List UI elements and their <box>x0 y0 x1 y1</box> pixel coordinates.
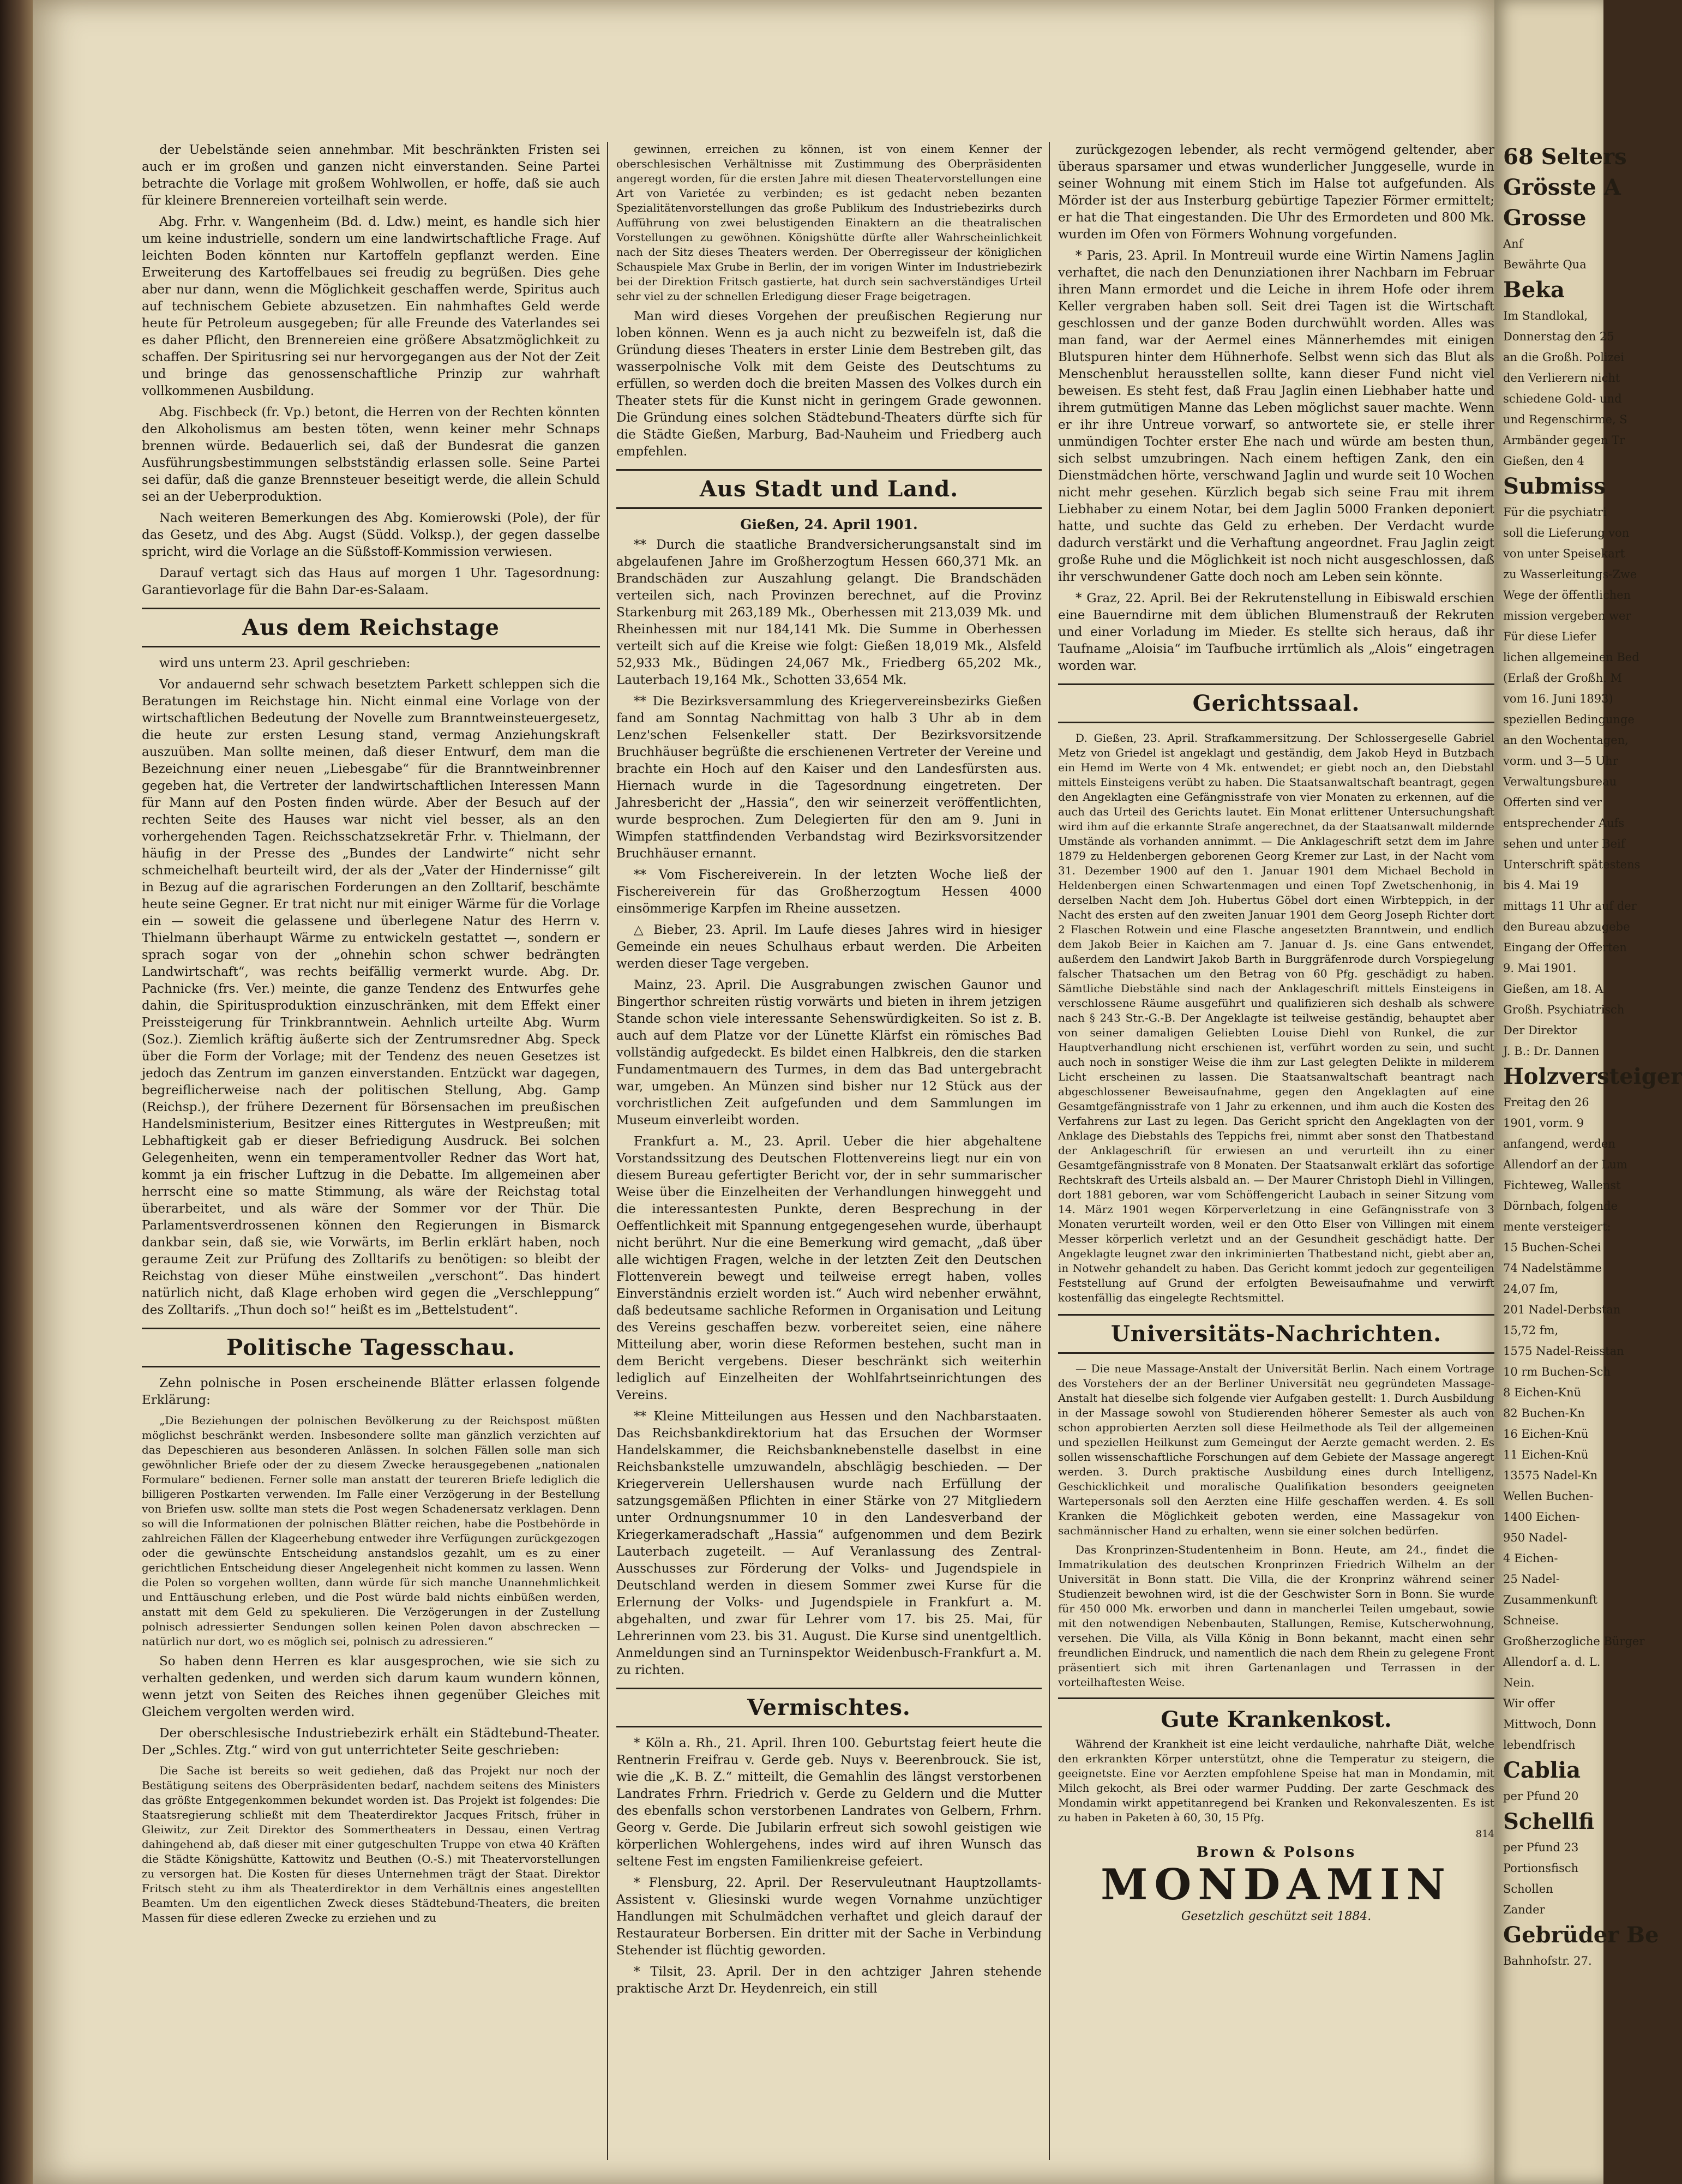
ad-logo: MONDAMIN <box>1101 1860 1452 1910</box>
article-paragraph: Abg. Fischbeck (fr. Vp.) betont, die Herren von der Rechten könnten den Alkoholismus am besten töten, wenn keiner mehr Schnaps brennen würde. Bedauerlich sei, daß der Bundesrat die ganzen Ausführungsbestimmungen selbstständig erlassen solle. Seine Partei sei dafür, daß die ganze Brennsteuer beseitigt werde, die allein Schuld sei an der Ueberproduktion. <box>142 405 600 504</box>
adjacent-page-line: von unter Speisekart <box>1503 547 1625 560</box>
adjacent-page-line: lebendfrisch <box>1503 1738 1576 1751</box>
adjacent-page-text <box>1503 142 1682 1971</box>
adjacent-page-line: den Bureau abzugebe <box>1503 920 1630 933</box>
article-paragraph: der Uebelstände seien annehmbar. Mit beschränkten Fristen sei auch er im großen und ganzen nicht einverstanden. Seine Partei betrachte die Vorlage mit großem Wohlwollen, er hoffe, daß sie auch für kleinere Brennereien vorteilhaft sein werde. <box>142 143 600 208</box>
adjacent-page-line: Zander <box>1503 1903 1545 1916</box>
adjacent-page-line: 25 Nadel- <box>1503 1573 1560 1586</box>
adjacent-page-line: Schollen <box>1503 1882 1553 1895</box>
adjacent-page-line: an die Großh. Polizei <box>1503 351 1624 364</box>
adjacent-page-line: per Pfund 20 <box>1503 1790 1579 1803</box>
adjacent-page-line: vorm. und 3—5 Uhr <box>1503 754 1618 767</box>
section-heading-politische-tagesschau: Politische Tagesschau. <box>142 1328 600 1367</box>
adjacent-page-line: Großh. Psychiatrisch <box>1503 1003 1625 1016</box>
adjacent-page-line: 15 Buchen-Schei <box>1503 1241 1601 1254</box>
adjacent-page-line: Eingang der Offerten <box>1503 941 1627 954</box>
adjacent-page-line: 10 rm Buchen-Sch <box>1503 1365 1611 1378</box>
adjacent-page-line: 950 Nadel- <box>1503 1531 1567 1544</box>
article-paragraph: zurückgezogen lebender, als recht vermögend geltender, aber überaus sparsamer und etwas wunderlicher Junggeselle, wurde in seiner Wohnung mit einem Stich im Halse tot aufgefunden. Als Mörder ist der aus Insterburg gebürtige Tapezier Förmer ermittelt; er hat die That eingestanden. Die Uhr des Ermordeten und 800 Mk. wurden im Ofen von Förmers Wohnung vorgefunden. <box>1058 143 1494 242</box>
adjacent-page-line: 1575 Nadel-Reisstan <box>1503 1345 1624 1358</box>
article-paragraph: wird uns unterm 23. April geschrieben: <box>159 656 411 670</box>
section-heading-reichstag: Aus dem Reichstage <box>142 608 600 647</box>
adjacent-page-line: 82 Buchen-Kn <box>1503 1407 1585 1420</box>
adjacent-page-line: Anf <box>1503 237 1523 250</box>
adjacent-page-line: mente versteigert: <box>1503 1220 1611 1233</box>
adjacent-page-line: schiedene Gold- und <box>1503 392 1622 405</box>
adjacent-page-line: 9. Mai 1901. <box>1503 962 1577 975</box>
adjacent-page-line: mission vergeben wer <box>1503 609 1631 622</box>
adjacent-page-line: vom 16. Juni 1893) <box>1503 692 1613 705</box>
adjacent-page-line: und Regenschirme, S <box>1503 413 1627 426</box>
adjacent-page-line: Der Direktor <box>1503 1024 1577 1037</box>
adjacent-page-line: soll die Lieferung von <box>1503 526 1630 539</box>
article-paragraph: △ Bieber, 23. April. Im Laufe dieses Jahres wird in hiesiger Gemeinde ein neues Schulhaus erbaut werden. Die Arbeiten werden dieser Tage vergeben. <box>616 923 1042 971</box>
adjacent-page-line: 16 Eichen-Knü <box>1503 1427 1589 1441</box>
ad-text: Während der Krankheit ist eine leicht verdauliche, nahrhafte Diät, welche den erkrankten Körper unterstützt, ohne die Temperatur zu steigern, die geeignetste. Eine vor Aerzten empfohlene Speise hat man in Mondamin, mit Milch gekocht, als Brei oder warmer Pudding. Der zarte Geschmack des Mondamin wirkt appetitanregend bei Kranken und Rekonvaleszenten. Es ist zu haben in Paketen à 60, 30, 15 Pfg. <box>1058 1737 1494 1824</box>
adjacent-page-line: 201 Nadel-Derbstan <box>1503 1303 1621 1316</box>
article-paragraph: ** Kleine Mitteilungen aus Hessen und den Nachbarstaaten. Das Reichsbankdirektorium hat das Ersuchen der Wormser Handelskammer, die Reichsbanknebenstelle daselbst in eine Reichsbankstelle umzuwandeln, abschlägig beschieden. — Der Kriegerverein Uellershausen wurde nach Erfüllung der satzungsgemäßen Pflichten in einer Stärke von 27 Mitgliedern unter Ordnungsnummer 10 in den Landesverband der Kriegerkameradschaft „Hassia“ aufgenommen und dem Bezirk Lauterbach zugeteilt. — Auf Veranlassung des Zentral-Ausschusses zur Förderung der Volks- und Jugendspiele in Deutschland werden in diesem Sommer zwei Kurse für die Erlernung der Volks- und Jugendspiele in Frankfurt a. M. abgehalten, und zwar für Lehrer vom 17. bis 25. Mai, für Lehrerinnen vom 23. bis 31. August. Die Kurse sind unentgeltlich. Anmeldungen sind an Turninspektor Weidenbusch-Frankfurt a. M. zu richten. <box>616 1409 1042 1677</box>
article-paragraph: gewinnen, erreichen zu können, ist von einem Kenner der oberschlesischen Verhältnisse mit Zustimmung des Oberpräsidenten angeregt worden, für die ersten Jahre mit diesen Theatervorstellungen eine Art von Varietée zu verbinden; es ist gedacht neben bezanten Spezialitätenvorstellungen das große Publikum des Industriebezirks durch Aufführung von zwei belustigenden Einaktern an die theatralischen Vorstellungen zu gewöhnen. Königshütte dürfte aller Wahrscheinlichkeit nach der Sitz dieses Theaters werden. Der Oberregisseur der königlichen Schauspiele Max Grube in Berlin, der im vorigen Winter im Industriebezirk bei der Direktion Fritsch gastierte, hat durch sein sachverständiges Urteil sehr viel zu der schnellen Erledigung dieser Frage beigetragen. <box>616 142 1042 303</box>
adjacent-page-line: Freitag den 26 <box>1503 1096 1589 1109</box>
adjacent-page-line: Schellfi <box>1503 1809 1595 1834</box>
adjacent-page-line: Grösste A <box>1503 175 1621 200</box>
article-quote: „Die Beziehungen der polnischen Bevölkerung zu der Reichspost müßten möglichst beschränkt werden. Insbesondere sollte man gänzlich verzichten auf das Depeschieren aus besonderen Anlässen. In solchen Fällen solle man sich gewöhnlicher Briefe oder der zu diesem Zwecke herausgegebenen „nationalen Formulare“ bedienen. Ferner solle man anstatt der teureren Briefe lediglich die billigeren Postkarten verwenden. Im Falle einer Verzögerung in der Bestellung von Briefen usw. sollte man stets die Post wegen Schadenersatz verklagen. Denn so will die Informationen der polnischen Blätter reichen, habe die Postbehörde in zahlreichen Fällen der Klageerhebung entweder ihre Verfügungen zurückgezogen oder die gewünschte Entscheidung anstandslos gezahlt, um es zu einer gerichtlichen Entscheidung dieser Angelegenheit nicht kommen zu lassen. Wenn die Polen so vorgehen wollten, dann würde für sich manche Unannehmlichkeit und Enttäuschung erleben, und die Post würde bald nichts einbüßen werden, anstatt mit dem Geld zu spekulieren. Die Verzögerungen in der Zustellung polnisch adressierter Sendungen sollen keinen Polen davon abschrecken — natürlich nur dort, wo es möglich sei, polnisch zu adressieren.“ <box>142 1414 600 1648</box>
adjacent-page-line: an den Wochentagen, <box>1503 734 1629 747</box>
adjacent-page-line: Offerten sind ver <box>1503 796 1602 809</box>
adjacent-page-line: 15,72 fm, <box>1503 1324 1559 1337</box>
article-paragraph: ** Durch die staatliche Brandversicherungsanstalt sind im abgelaufenen Jahre im Großherzogtum Hessen 660,371 Mk. an Brandschäden zur Auszahlung gelangt. Die Brandschäden verteilen sich, nach Provinzen berechnet, auf die Provinz Starkenburg mit 263,189 Mk., Oberhessen mit 213,039 Mk. und Rheinhessen mit nur 184,141 Mk. Die Summe in Oberhessen verteilt sich auf die Kreise wie folgt: Gießen 18,019 Mk., Alsfeld 52,933 Mk., Büdingen 24,067 Mk., Friedberg 65,202 Mk., Lauterbach 19,164 Mk., Schotten 33,654 Mk. <box>616 538 1042 687</box>
adjacent-page-line: Mittwoch, Donn <box>1503 1718 1596 1731</box>
adjacent-page-line: Bewährte Qua <box>1503 258 1587 271</box>
adjacent-page-line: mittags 11 Uhr auf der <box>1503 899 1637 913</box>
article-paragraph: — Die neue Massage-Anstalt der Universität Berlin. Nach einem Vortrage des Vorstehers der an der Berliner Universität neu gegründeten Massage-Anstalt hat dieselbe sich folgende vier Aufgaben gestellt: 1. Durch Ausbildung in der Massage sowohl von Studierenden höherer Semester als auch von schon approbierten Aerzten soll diese Heilmethode als Teil der allgemeinen und speziellen Heilkunst zum Gemeingut der Aerzte gemacht werden. 2. Es sollen wissenschaftliche Forschungen auf dem Gebiete der Massage angeregt werden. 3. Durch praktische Ausbildung eines durch Intelligenz, Geschicklichkeit und moralische Qualifikation besonders geeigneten Wartepersonals soll den Aerzten eine Hilfe geschaffen werden. 4. Es soll Kranken die Möglichkeit geboten werden, eine Massagekur von sachmännischer Hand zu erhalten, wenn sie einer solchen bedürfen. <box>1058 1362 1494 1537</box>
adjacent-page-line: Für die psychiatri <box>1503 506 1607 519</box>
section-heading-stadt-und-land: Aus Stadt und Land. <box>616 469 1042 509</box>
adjacent-page-line: entsprechender Aufs <box>1503 817 1625 830</box>
adjacent-page-line: Im Standlokal, <box>1503 309 1588 322</box>
adjacent-page-line: Bahnhofstr. 27. <box>1503 1954 1592 1967</box>
article-paragraph: Vor andauernd sehr schwach besetztem Parkett schleppen sich die Beratungen im Reichstage hin. Nicht einmal eine Vorlage von der wirtschaftlichen Bedeutung der Novelle zum Branntweinsteuergesetz, die heute zur ersten Lesung stand, vermag Anziehungskraft auszuüben. Man sollte meinen, daß dieser Entwurf, dem man die Bezeichnung einer neuen „Liebesgabe“ für die Branntweinbrenner gegeben hat, die Vertreter der landwirtschaftlichen Interessen Mann für Mann auf den Posten finden würde. Aber der Besuch auf der rechten Seite des Hauses war nicht viel besser, als an den vorhergehenden Tagen. Reichsschatzsekretär Frhr. v. Thielmann, der häufig in der Presse des „Bundes der Landwirte“ nicht sehr schmeichelhaft beurteilt wird, der als der „Vater der Hindernisse“ gilt in Bezug auf die agrarischen Forderungen an den Zolltarif, beschämte heute seine Gegner. Er trat nicht nur mit einiger Wärme für die Vorlage ein — soweit die gelassene und überlegene Natur des Herrn v. Thielmann überhaupt Wärme zu entwickeln gestattet —, sondern er sprach sogar von der „ohnehin schon schwer bedrängten Landwirtschaft“, was rechts beifällig vermerkt wurde. Abg. Dr. Pachnicke (frs. Ver.) meinte, die ganze Tendenz des Entwurfes gehe dahin, die Spiritusproduktion einzuschränken, mit dem Effekt einer Preissteigerung für Trinkbranntwein. Aehnlich urteilte Abg. Wurm (Soz.). Ziemlich kräftig äußerte sich der Zentrumsredner Abg. Speck über die Form der Vorlage; mit der Tendenz des neuen Gesetzes ist jedoch das Zentrum im ganzen einverstanden. Entzückt war dagegen, begreiflicherweise nach der politischen Stellung, Abg. Gamp (Reichsp.), der frühere Dezernent für Börsensachen im preußischen Handelsministerium, Besitzer eines Rittergutes in Westpreußen; mit Lebhaftigkeit gab er dieser Befriedigung Ausdruck. Bei solchen Gelegenheiten, wenn ein temperamentvoller Redner das Wort hat, kommt ja ein frischer Luftzug in die Debatte. Im allgemeinen aber herrscht eine so matte Stimmung, als wäre der Reichstag total überarbeitet, und als wäre der Sommer vor der Thür. Die Parlamentsverdrossenen können den Regierungen in Bismarck dankbar sein, daß sie, wie Vorwärts, im Berlin erklärt haben, noch geraume Zeit zur Prüfung des Zolltarifs zu benötigen: so bleibt der Reichstag von dieser Mühe einstweilen „verschont“. Das hindert natürlich nicht, daß Klage erhoben wird gegen die „Verschleppung“ des Zolltarifs. „Thun doch so!“ heißt es im „Bettelstudent“. <box>142 677 600 1317</box>
adjacent-page-line: Dörnbach, folgende <box>1503 1199 1618 1213</box>
article-paragraph: * Köln a. Rh., 21. April. Ihren 100. Geburtstag feiert heute die Rentnerin Freifrau v. Gerde geb. Nuys v. Beerenbrouck. Sie ist, wie die „K. B. Z.“ mitteilt, die Gemahlin des längst verstorbenen Landrates Frhrn. Friedrich v. Gerde zu Geldern und die Mutter des ebenfalls schon verstorbenen Landrates von Gelbern, Frhrn. Georg v. Gerde. Die Jubilarin erfreut sich sowohl geistigen wie körperlichen Wohlergehens, indes wird auf ihren Wunsch das seltene Fest im engsten Familienkreise gefeiert. <box>616 1736 1042 1869</box>
adjacent-page-line: Gießen, den 4 <box>1503 454 1584 467</box>
article-quote: Die Sache ist bereits so weit gediehen, daß das Projekt nur noch der Bestätigung seitens des Oberpräsidenten bedarf, nachdem seitens des Ministers das größte Entgegenkommen bekundet worden ist. Das Projekt ist folgendes: Die Staatsregierung schließt mit dem Theaterdirektor Jacques Fritsch, früher in Gleiwitz, zur Zeit Direktor des Sommertheaters in Dessau, einen Vertrag dahingehend ab, daß dieser mit einer gutgeschulten Truppe von etwa 40 Kräften die Städte Königshütte, Kattowitz und Beuthen (O.-S.) mit Theatervorstellungen zu versorgen hat. Die Kosten für dieses Unternehmen trägt der Staat. Direktor Fritsch steht zu ihm als Theaterdirektor in dem Verhältnis eines angestellten Beamten. Um den eigentlichen Zweck dieses Städtebund-Theaters, die breiten Massen für diese edleren Zwecke zu erziehen und zu <box>142 1764 600 1924</box>
adjacent-page-line: J. B.: Dr. Dannen <box>1503 1045 1600 1058</box>
adjacent-page-line: speziellen Bedingunge <box>1503 713 1635 726</box>
adjacent-page-line: Großherzogliche Bürger <box>1503 1635 1645 1648</box>
adjacent-page-line: 1901, vorm. 9 <box>1503 1117 1584 1130</box>
article-paragraph: So haben denn Herren es klar ausgesprochen, wie sie sich zu verhalten gedenken, und werden sich darum kaum wundern können, wenn jetzt von Seiten des Reiches ihnen gegenüber Gleiches mit Gleichem vergolten werden wird. <box>142 1654 600 1719</box>
adjacent-page-line: Wellen Buchen- <box>1503 1490 1594 1503</box>
ad-brand: Brown & Polsons <box>1196 1844 1356 1861</box>
dateline: Gießen, 24. April 1901. <box>740 517 918 532</box>
adjacent-page-line: Fichteweg, Wallenst <box>1503 1179 1621 1192</box>
section-heading-gerichtssaal: Gerichtssaal. <box>1058 683 1494 723</box>
adjacent-page-line: Gießen, am 18. A <box>1503 982 1603 995</box>
article-paragraph: ** Die Bezirksversammlung des Kriegervereinsbezirks Gießen fand am Sonntag Nachmittag von halb 3 Uhr ab in dem Lenz'schen Felsenkeller statt. Der Bezirksvorsitzende Bruchhäuser begrüßte die erschienenen Vertreter der Vereine und brachte ein Hoch auf den Kaiser und den Landesfürsten aus. Hiernach wurde in die Tagesordnung eingetreten. Der Jahresbericht der „Hassia“, den wir seinerzeit veröffentlichten, wurde besprochen. Zum Delegierten für den am 9. Juni in Wimpfen stattfindenden Verbandstag wird Bezirksvorsitzender Bruchhäuser ernannt. <box>616 694 1042 861</box>
adjacent-page-line: Schneise. <box>1503 1614 1559 1627</box>
mondamin-advertisement <box>1058 1697 1494 1923</box>
adjacent-page-line: Allendorf a. d. L. <box>1503 1655 1601 1669</box>
adjacent-page-line: 1400 Eichen- <box>1503 1510 1580 1523</box>
adjacent-page-line: Wege der öffentlichen <box>1503 589 1631 602</box>
article-paragraph: ** Vom Fischereiverein. In der letzten Woche ließ der Fischereiverein für das Großherzogtum Hessen 4000 einsömmerige Karpfen im Rheine aussetzen. <box>616 868 1042 916</box>
adjacent-page-line: 8 Eichen-Knü <box>1503 1386 1582 1399</box>
column-3 <box>1058 142 1494 2171</box>
article-paragraph: Zehn polnische in Posen erscheinende Blätter erlassen folgende Erklärung: <box>142 1376 600 1407</box>
newspaper-page <box>33 0 1494 2184</box>
article-paragraph: Man wird dieses Vorgehen der preußischen Regierung nur loben können. Wenn es ja auch nicht zu bezweifeln ist, daß die Gründung dieses Theaters in erster Linie dem Bestreben gilt, das wasserpolnische Volk mit dem Geiste des Deutschtums zu erfüllen, so werden doch die breiten Massen des Volkes durch ein Theater stets für die Kunst nicht in geringem Grade gewonnen. Die Gründung eines solchen Städtebund-Theaters dürfte sich für die Städte Gießen, Marburg, Bad-Nauheim und Friedberg auch empfehlen. <box>616 309 1042 459</box>
section-heading-vermischtes: Vermischtes. <box>616 1688 1042 1727</box>
article-paragraph: Das Kronprinzen-Studentenheim in Bonn. Heute, am 24., findet die Immatrikulation des deutschen Kronprinzen Friedrich Wilhelm an der Universität in Bonn statt. Die Villa, die der Kronprinz während seiner Studienzeit bewohnen wird, ist die der Geschwister Sorn in Bonn. Sie wurde für 450 000 Mk. erworben und dann in mancherlei Teilen umgebaut, sowie mit den notwendigen Nebenbauten, Stallungen, Remise, Kutscherwohnung, versehen. Die Villa, als Villa König in Bonn bekannt, macht einen sehr freundlichen Eindruck, und namentlich die nach dem Rhein zu gelegene Front präsentiert sich mit ihren Gartenanlagen und Terrassen in der vorteilhaftesten Weise. <box>1058 1543 1494 1689</box>
adjacent-page-line: 74 Nadelstämme <box>1503 1262 1602 1275</box>
adjacent-page-line: 4 Eichen- <box>1503 1552 1558 1565</box>
ad-number: 814 <box>1475 1828 1494 1840</box>
adjacent-page-line: den Verlierern nicht <box>1503 371 1620 385</box>
adjacent-page-line: bis 4. Mai 19 <box>1503 879 1579 892</box>
adjacent-page-line: Beka <box>1503 277 1565 303</box>
article-paragraph: Abg. Frhr. v. Wangenheim (Bd. d. Ldw.) meint, es handle sich hier um keine industrielle, sondern um eine landwirtschaftliche Frage. Auf leichten Boden könnten nur Kartoffeln gepflanzt werden. Eine Erweiterung des Kartoffelbaues sei freudig zu begrüßen. Dies gehe aber nur dann, wenn die Möglichkeit geschaffen werde, Spiritus auch auf technischem Gebiete abzusetzen. Ein nahmhaftes Geld werde heute für Petroleum ausgegeben; für alle Freunde des Vaterlandes sei es daher Pflicht, den Brennereien eine größere Absatzmöglichkeit zu schaffen. Der Spiritusring sei nur hervorgegangen aus der Not der Zeit und bringe das genossenschaftliche Prinzip zur wahrhaft vollkommenen Ausbildung. <box>142 215 600 398</box>
adjacent-page-line: Grosse <box>1503 205 1587 231</box>
adjacent-page-line: zu Wasserleitungs-Zwe <box>1503 568 1637 581</box>
adjacent-page-line: Wir offer <box>1503 1697 1555 1710</box>
article-paragraph: * Flensburg, 22. April. Der Reservuleutnant Hauptzollamts-Assistent v. Gliesinski wurde wegen Vornahme unzüchtiger Handlungen mit Schulmädchen verhaftet und gleich darauf der Restaurateur Borbersen. Ein dritter mit der Sache in Verbindung Stehender ist flüchtig geworden. <box>616 1876 1042 1958</box>
adjacent-page-line: Gebrüder Be <box>1503 1922 1659 1948</box>
article-paragraph: Nach weiteren Bemerkungen des Abg. Komierowski (Pole), der für das Gesetz, und des Abg. Augst (Südd. Volksp.), der gegen dasselbe spricht, wird die Vorlage an die Süßstoff-Kommission verwiesen. <box>142 511 600 559</box>
article-paragraph: D. Gießen, 23. April. Strafkammersitzung. Der Schlossergeselle Gabriel Metz von Griedel ist angeklagt und geständig, dem Jakob Heyd in Butzbach ein Hemd im Werte von 4 Mk. entwendet; er giebt noch an, den Diebstahl mittels Einsteigens verübt zu haben. Die Staatsanwaltschaft beantragt, gegen den Angeklagten eine Gefängnisstrafe von vier Monaten zu erkennen, auf die auch das Urteil des Gerichts lautet. Ein Monat erlittener Untersuchungshaft wird ihm auf die erkannte Strafe angerechnet, da der Staatsanwalt mildernde Umstände als vorhanden annimmt. — Die Anklageschrift setzt dem im Jahre 1879 zu Heldenbergen geborenen Georg Kremer zur Last, in der Nacht vom 31. Dezember 1900 auf den 1. Januar 1901 dem Michael Bechold in Heldenbergen einen Schwartenmagen und einen Topf Zwetschenhonig, in derselben Nacht dem Joh. Hubertus Göbel dort einen Wirbteppich, in der Nacht des ersten auf den zweiten Januar 1901 dem Georg Joseph Richter dort 2 Flaschen Rotwein und eine Flasche angesetzten Branntwein, und endlich dem Jakob Beier in Kaichen am 7. Januar d. Js. eine Gans entwendet, außerdem den Landwirt Jakob Barth in Burggräfenrode durch Vorspiegelung falscher Thatsachen um den Betrag von 60 Pfg. geschädigt zu haben. Sämtliche Diebstähle sind nach der Anklageschrift mittels Einsteigens in verschlossene Räume ausgeführt und qualifizieren sich deshalb als schwere nach § 243 Str.-G.-B. Der Angeklagte ist teilweise geständig, behauptet aber von seiner damaligen Geliebten Louise Diehl von Runkel, die zur Hauptverhandlung nicht erschienen ist, verführt worden zu sein, und sucht auch noch in sonstiger Weise die ihm zur Last gelegten Delikte in milderem Licht erscheinen zu lassen. Die Staatsanwaltschaft beantragt nach abgeschlossener Beweisaufnahme, gegen den Angeklagten auf eine Gesamtgefängnisstrafe von 1 Jahr zu erkennen, und ihm auch die Kosten des Verfahrens zur Last zu legen. Das Gericht spricht den Angeklagten von der Anklage des Diebstahls des Teppichs frei, nimmt aber sonst den Thatbestand der Anklageschrift für erwiesen an und verurteilt ihn zu einer Gesamtgefängnisstrafe von 8 Monaten. Der Staatsanwalt erklärt das sofortige Rechtskraft des Urteils alsbald an. — Der Maurer Christoph Diehl in Villingen, dort 1881 geboren, war vom Schöffengericht Laubach in seiner Sitzung vom 14. März 1901 wegen Körperverletzung in eine Gefängnisstrafe von 3 Monaten verurteilt worden, weil er den Otto Elser von Villingen mit einem Messer körperlich verletzt und an der Gesundheit geschädigt hatte. Der Angeklagte leugnet zwar den inkriminierten Thatbestand nicht, giebt aber an, in Notwehr gehandelt zu haben. Das Gericht kommt jedoch zur gegenteiligen Feststellung auf Grund der erfolgten Beweisaufnahme und verwirft kostenfällig das eingelegte Rechtsmittel. <box>1058 731 1494 1304</box>
column-2 <box>616 142 1042 2171</box>
adjacent-page-line: Für diese Liefer <box>1503 630 1596 643</box>
column-divider <box>1049 142 1050 2160</box>
article-paragraph: Frankfurt a. M., 23. April. Ueber die hier abgehaltene Vorstandssitzung des Deutschen Flottenvereins liegt nur ein von diesem Bureau gefertigter Bericht vor, der in sehr summarischer Weise über die Einzelheiten der Verhandlungen hinweggeht und die interessantesten Punkte, deren Besprechung in der Oeffentlichkeit mit Spannung entgegengesehen wurde, überhaupt nicht berührt. Nur die eine Bemerkung wird gemacht, „daß über alle wichtigen Fragen, welche in der letzten Zeit den Deutschen Flottenverein bewegt und teilweise erregt haben, volles Einverständnis erzielt worden ist.“ Auch wird nebenher erwähnt, daß bedeutsame sachliche Reformen in Organisation und Leitung des Vereins geschaffen bezw. vorbereitet seien, eine nähere Mitteilung aber, worin diese Reformen bestehen, sucht man in dem Bericht vergebens. Dieser beschränkt sich weiterhin lediglich auf Einzelheiten der Wohlfahrtseinrichtungen des Vereins. <box>616 1135 1042 1402</box>
adjacent-page-line: (Erlaß der Großh. M <box>1503 671 1622 685</box>
adjacent-page-line: Unterschrift spätestens <box>1503 858 1641 871</box>
adjacent-page-line: sehen und unter Beif <box>1503 837 1625 850</box>
adjacent-page-line: Nein. <box>1503 1676 1535 1689</box>
column-divider <box>607 142 608 2160</box>
adjacent-page-line: Submiss <box>1503 473 1606 499</box>
adjacent-page-line: 11 Eichen-Knü <box>1503 1448 1589 1461</box>
adjacent-page-line: Zusammenkunft <box>1503 1593 1598 1606</box>
adjacent-page-line: anfangend, werden <box>1503 1137 1615 1150</box>
adjacent-page-line: Armbänder gegen Tr <box>1503 434 1625 447</box>
ad-title: Gute Krankenkost. <box>1161 1707 1392 1732</box>
article-paragraph: * Paris, 23. April. In Montreuil wurde eine Wirtin Namens Jaglin verhaftet, die nach den Denunziationen ihrer Nachbarn im Februar ihren Mann ermordet und die Leiche in ihrem Hofe oder ihrem Keller vergraben haben soll. Seit drei Tagen ist die Wirtschaft geschlossen und der ganze Boden durchwühlt worden. Alles was man fand, war der Aermel eines Männerhemdes mit einigen Blutspuren hinter dem Hühnerhofe. Selbst wenn sich das Blut als Menschenblut herausstellen sollte, kann dieser Fund nicht viel beweisen. Es steht fest, daß Frau Jaglin einen Liebhaber hatte und ihrem gutmütigen Manne das Leben möglichst sauer machte. Wenn er ihr ihre Untreue vorwarf, so antwortete sie, er stelle ihrer unmündigen Tochter erster Ehe nach und würde am besten thun, sich selbst umzubringen. Nach einem heftigen Zank, den ein Dienstmädchen hörte, verschwand Jaglin und wurde seit 10 Wochen nicht mehr gesehen. Kürzlich begab sich seine Frau mit ihrem Liebhaber zu einem Notar, bei dem Jaglin 5000 Franken deponiert hatte, und suchte das Geld zu erheben. Der Verdacht wurde dadurch verstärkt und die Verhaftung angeordnet. Frau Jaglin zeigt große Ruhe und die Möglichkeit ist noch nicht ausgeschlossen, daß ihr verschwundener Gatte doch noch am Leben sein könnte. <box>1058 249 1494 584</box>
column-1 <box>142 142 600 2171</box>
article-paragraph: * Graz, 22. April. Bei der Rekrutenstellung in Eibiswald erschien eine Bauerndirne mit dem üblichen Blumenstrauß der Rekruten und einer Vorladung im Mieder. Es stellte sich heraus, daß ihr Taufname „Aloisia“ im Taufbuche irrtümlich als „Alois“ eingetragen worden war. <box>1058 591 1494 673</box>
adjacent-page-edge <box>1494 0 1682 2184</box>
article-paragraph: Darauf vertagt sich das Haus auf morgen 1 Uhr. Tagesordnung: Garantievorlage für die Bahn Dar-es-Salaam. <box>142 566 600 597</box>
adjacent-page-line: 24,07 fm, <box>1503 1282 1559 1295</box>
adjacent-page-line: per Pfund 23 <box>1503 1841 1579 1854</box>
adjacent-page-line: lichen allgemeinen Bed <box>1503 651 1639 664</box>
section-heading-universitaets-nachrichten: Universitäts-Nachrichten. <box>1058 1314 1494 1354</box>
article-paragraph: * Tilsit, 23. April. Der in den achtziger Jahren stehende praktische Arzt Dr. Heydenreich, ein still <box>616 1965 1042 1996</box>
adjacent-page-line: Verwaltungsbureau <box>1503 775 1617 788</box>
adjacent-page-line: 13575 Nadel-Kn <box>1503 1469 1598 1482</box>
adjacent-page-line: Cablia <box>1503 1757 1581 1783</box>
adjacent-page-line: Portionsfisch <box>1503 1862 1579 1875</box>
adjacent-page-line: Donnerstag den 25 <box>1503 330 1614 343</box>
book-spine <box>0 0 33 2184</box>
adjacent-page-line: Holzversteiger <box>1503 1064 1682 1089</box>
article-paragraph: Der oberschlesische Industriebezirk erhält ein Städtebund-Theater. Der „Schles. Ztg.“ wird von gut unterrichteter Seite geschrieben: <box>142 1726 600 1757</box>
article-paragraph: Mainz, 23. April. Die Ausgrabungen zwischen Gaunor und Bingerthor schreiten rüstig vorwärts und bieten in ihrem jetzigen Stande schon viele interessante Sehenswürdigkeiten. So ist z. B. auch auf dem Platze vor der Lünette Klärfst ein römisches Bad vollständig aufgedeckt. Es bildet einen Halbkreis, den die starken Fundamentmauern des Turmes, in dem das Bad untergebracht war, umgeben. An Münzen sind bisher nur 12 Stück aus der vorchristlichen Zeit aufgefunden und dem Sammlungen im Museum einverleibt worden. <box>616 978 1042 1127</box>
adjacent-page-line: Allendorf an der Lum <box>1503 1158 1627 1171</box>
ad-subtitle: Gesetzlich geschützt seit 1884. <box>1181 1910 1372 1923</box>
adjacent-page-line: 68 Selters <box>1503 144 1627 170</box>
